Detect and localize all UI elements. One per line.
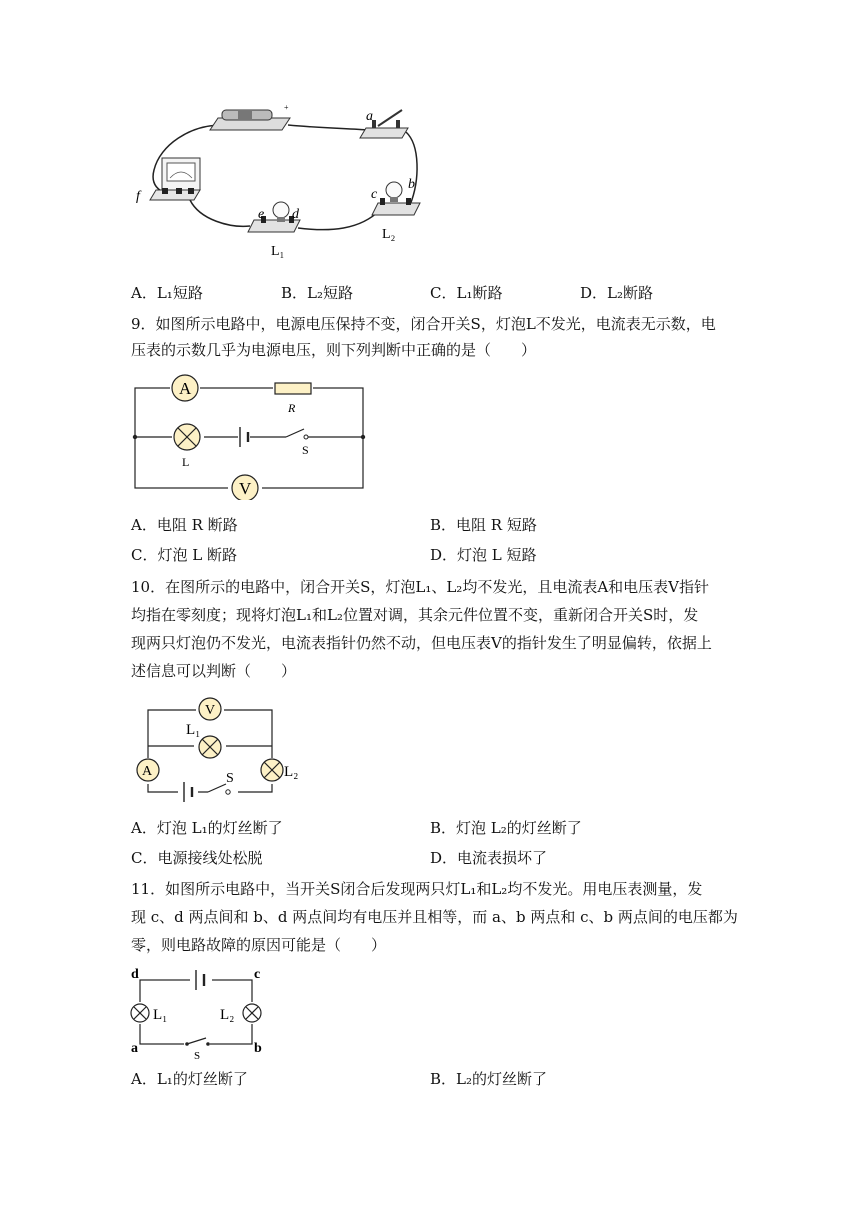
q8-option-a: A．L₁短路: [131, 284, 203, 302]
label-l2: L₂: [382, 227, 396, 242]
ammeter-icon: [137, 759, 159, 781]
label-d: d: [292, 207, 299, 222]
wire: [190, 200, 250, 226]
q11-stem-line3: 零，则电路故障的原因可能是（ ）: [131, 936, 387, 954]
ammeter-icon: [172, 375, 198, 401]
wire: [298, 210, 380, 230]
lamp-l1-icon: [199, 736, 221, 758]
voltmeter-icon: [199, 698, 221, 720]
voltmeter-icon: [232, 475, 258, 500]
ammeter-icon: [150, 158, 200, 200]
q9-stem-line2: 压表的示数几乎为电源电压，则下列判断中正确的是（ ）: [131, 341, 537, 359]
q11-circuit-figure: [128, 962, 278, 1062]
wire: [288, 125, 368, 130]
lamp-l2-label: L₂: [284, 764, 299, 780]
q9-circuit-figure: [130, 370, 370, 500]
label-b: b: [408, 177, 415, 192]
junction-dot: [133, 435, 137, 439]
q11-option-a: A．L₁的灯丝断了: [131, 1070, 248, 1088]
lamp-l1-icon: [131, 1004, 149, 1022]
lamp-l2-icon: [243, 1004, 261, 1022]
label-c: c: [254, 967, 261, 982]
lamp-l2-icon: [261, 759, 283, 781]
q9-option-a: A．电阻 R 断路: [131, 516, 238, 534]
q11-option-b: B．L₂的灯丝断了: [430, 1070, 548, 1088]
q10-option-a: A．灯泡 L₁的灯丝断了: [131, 819, 283, 837]
label-c: c: [371, 187, 378, 202]
lamp-label: L: [182, 455, 190, 469]
junction-dot: [361, 435, 365, 439]
svg-text:A: A: [142, 764, 153, 779]
q9-option-c: C．灯泡 L 断路: [131, 546, 237, 564]
q8-option-c: C．L₁断路: [430, 284, 503, 302]
q10-stem-line4: 述信息可以判断（ ）: [131, 662, 297, 680]
q10-stem-line2: 均指在零刻度；现将灯泡L₁和L₂位置对调，其余元件位置不变，重新闭合开关S时，发: [131, 606, 699, 624]
battery-icon: [210, 103, 290, 130]
label-e: e: [258, 207, 265, 222]
label-d: d: [131, 967, 139, 982]
lamp-l1-label: L₁: [153, 1007, 168, 1023]
q11-stem-line2: 现 c、d 两点间和 b、d 两点间均有电压并且相等，而 a、b 两点和 c、b 两点间的电压都为: [131, 908, 738, 926]
q9-stem-line1: 9．如图所示电路中，电源电压保持不变，闭合开关S，灯泡L不发光，电流表无示数，电: [131, 315, 716, 333]
label-f: f: [136, 189, 140, 204]
switch-label: S: [194, 1050, 201, 1062]
resistor-label: R: [288, 401, 296, 415]
q8-circuit-figure: [130, 100, 430, 270]
q9-option-b: B．电阻 R 短路: [430, 516, 537, 534]
label-l1: L₁: [271, 244, 285, 259]
lamp-icon: [174, 424, 200, 450]
q11-stem-line1: 11．如图所示电路中，当开关S闭合后发现两只灯L₁和L₂均不发光。用电压表测量，发: [131, 880, 703, 898]
q10-stem-line1: 10．在图所示的电路中，闭合开关S，灯泡L₁、L₂均不发光，且电流表A和电压表V指针: [131, 578, 709, 596]
svg-text:+: +: [284, 103, 289, 112]
label-b: b: [254, 1041, 262, 1056]
q10-option-d: D．电流表损坏了: [430, 849, 548, 867]
switch-label: S: [302, 443, 309, 457]
svg-text:V: V: [205, 703, 216, 718]
label-a: a: [131, 1041, 138, 1056]
wire: [406, 132, 417, 205]
resistor-icon: [275, 383, 311, 394]
label-a: a: [366, 109, 373, 124]
q10-option-c: C．电源接线处松脱: [131, 849, 263, 867]
q8-option-b: B．L₂短路: [281, 284, 354, 302]
q8-option-d: D．L₂断路: [580, 284, 654, 302]
q10-option-b: B．灯泡 L₂的灯丝断了: [430, 819, 582, 837]
svg-text:V: V: [239, 479, 252, 498]
q10-stem-line3: 现两只灯泡仍不发光，电流表指针仍然不动，但电压表V的指针发生了明显偏转，依据上: [131, 634, 712, 652]
lamp-l1-label: L₁: [186, 722, 201, 738]
svg-text:A: A: [179, 379, 192, 398]
q10-circuit-figure: [128, 690, 308, 802]
switch-label: S: [226, 771, 234, 786]
q9-option-d: D．灯泡 L 短路: [430, 546, 537, 564]
lamp-l2-label: L₂: [220, 1007, 235, 1023]
